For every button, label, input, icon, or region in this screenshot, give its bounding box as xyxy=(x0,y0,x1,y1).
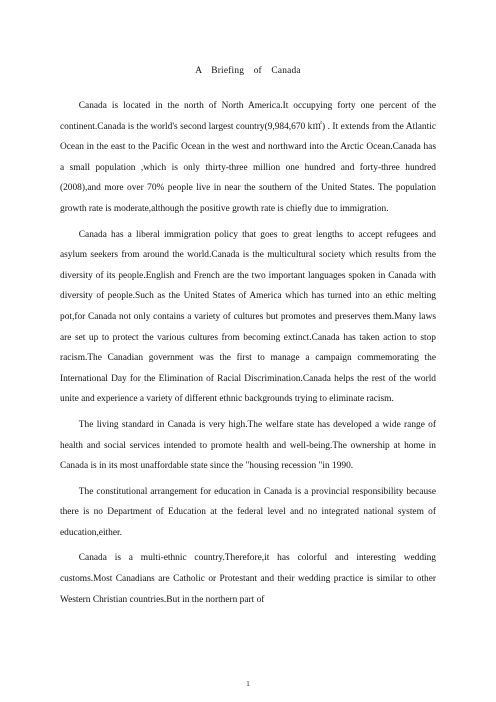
paragraph-education: The constitutional arrangement for education in Canada is a provincial responsibility because there is no Department of Education at the federal level and no integrated national system of education,either. xyxy=(60,486,436,538)
paragraph-wedding-customs: Canada is a multi-ethnic country.Therefore,it has colorful and interesting wedding customs.Most Canadians are Catholic or Protestant and their wedding practice is similar to other Western Christian countries.But in the northern part of xyxy=(60,553,436,605)
page-number: 1 xyxy=(246,680,250,688)
paragraph-location: Canada is located in the north of North America.It occupying forty one percent of the continent.Canada is the world's second largest country(9,984,670 k㎡) . It extends from the Atlantic Ocean in the east to the Pacific Ocean in the west and northward into the Arctic Ocean.Canada has a small population ,which is only thirty-three million one hundred and forty-three hundred (2008),and more over 70% people live in near the southern of the United States. The population growth rate is moderate,although the positive growth rate is chiefly due to immigration. xyxy=(60,101,436,214)
document-body xyxy=(60,96,436,615)
paragraph-immigration: Canada has a liberal immigration policy that goes to great lengths to accept refugees and asylum seekers from around the world.Canada is the multicultural society which results from the diversity of its people.English and French are the two important languages spoken in Canada with diversity of people.Such as the United States of America which has turned into an ethic melting pot,for Canada not only contains a variety of cultures but promotes and preserves them.Many laws are set up to protect the various cultures from becoming extinct.Canada has taken action to stop racism.The Canadian government was the first to manage a campaign commemorating the International Day for the Elimination of Racial Discrimination.Canada helps the rest of the world unite and experience a variety of different ethnic backgrounds trying to eliminate racism. xyxy=(60,229,436,405)
paragraph-living-standard: The living standard in Canada is very high.The welfare state has developed a wide range of health and social services intended to promote health and well-being.The ownership at home in Canada is in its most unaffordable state since the "housing recession "in 1990. xyxy=(60,419,436,472)
document-title: A Briefing of Canada xyxy=(195,66,301,76)
